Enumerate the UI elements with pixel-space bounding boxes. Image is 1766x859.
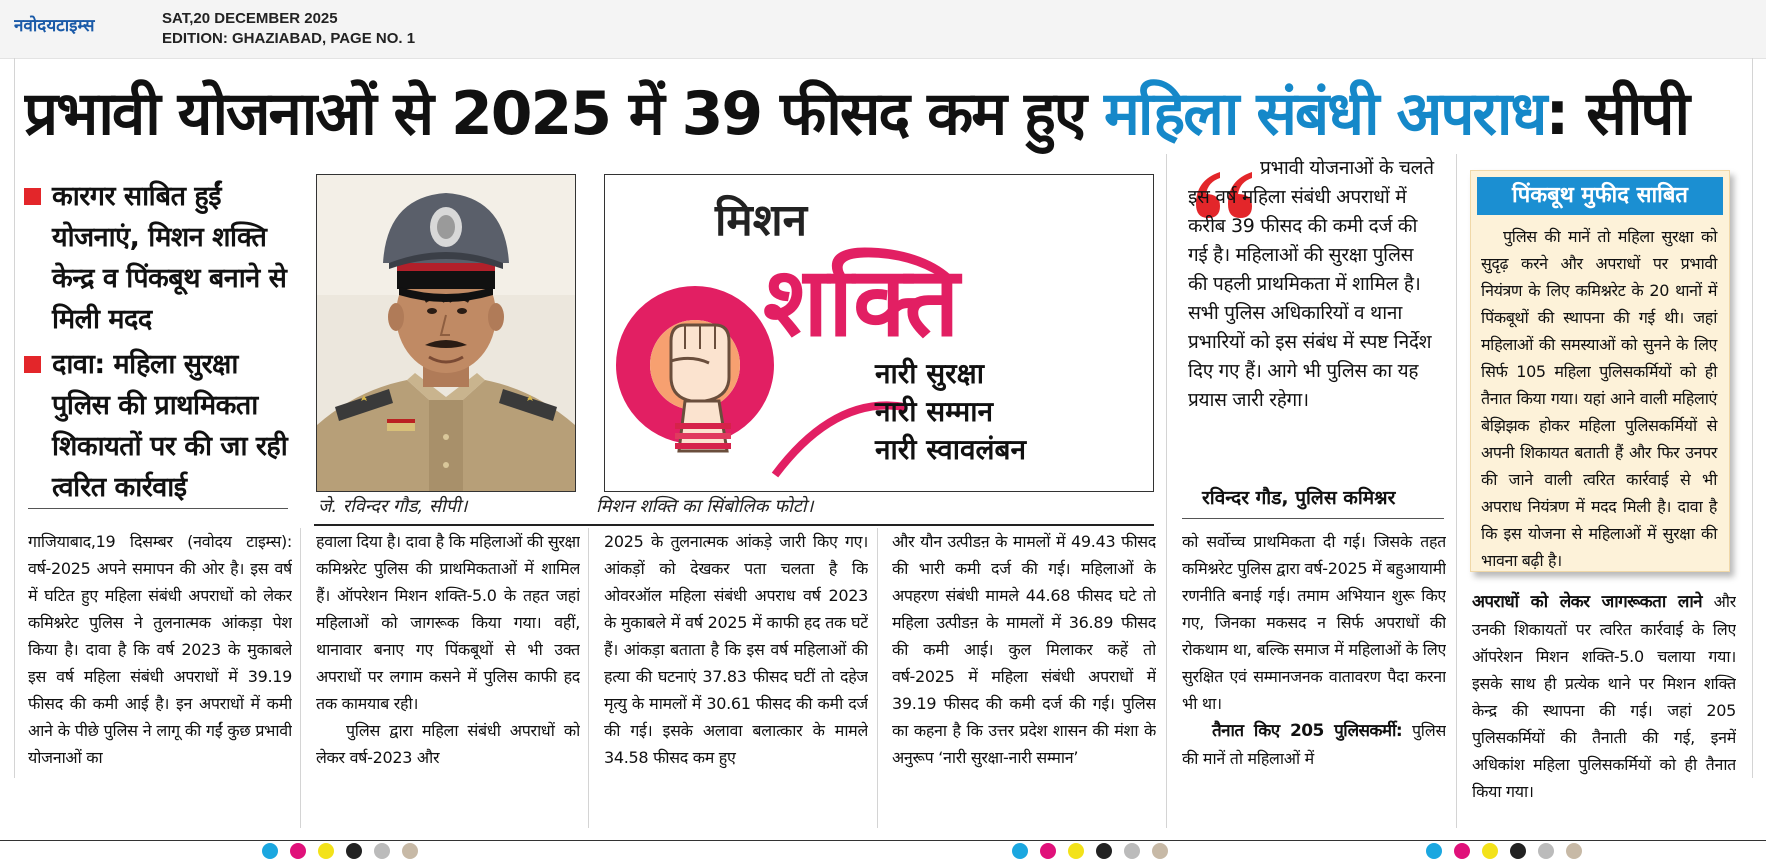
registration-dot-icon: [402, 843, 418, 859]
subsection-lead: तैनात किए 205 पुलिसकर्मी:: [1212, 721, 1403, 741]
registration-dot-icon: [346, 843, 362, 859]
raised-fist-icon: [671, 325, 731, 451]
masthead-bar: [0, 0, 1766, 59]
registration-dot-icon: [1096, 843, 1112, 859]
print-registration-strip: [0, 840, 1766, 854]
logo-tagline-1: नारी सुरक्षा: [875, 357, 984, 390]
edition-date: SAT,20 DECEMBER 2025: [162, 10, 338, 27]
quote-attribution: रविन्दर गौड, पुलिस कमिश्नर: [1202, 487, 1396, 509]
logo-text: नवोदयटाइम्स: [14, 16, 95, 36]
article-top-rule: [314, 524, 1154, 526]
page-right-rule: [1752, 58, 1753, 778]
sidebar-box: [1470, 170, 1730, 572]
article-column-2: [316, 528, 580, 828]
article-column-5-text: को सर्वोच्च प्राथमिकता दी गई। जिसके तहत कमिश्नरेट पुलिस द्वारा वर्ष-2025 में बहुआयामी रणनीति बनाई गई। तमाम अभियान शुरू किए गए, जिनका मकसद न सिर्फ अपराधों की रोकथाम था, बल्कि समाज में महिलाओं के लिए सुरक्षित एवं सम्मानजनक वातावरण पैदा करना भी था।: [1182, 532, 1446, 713]
registration-dot-icon: [290, 843, 306, 859]
registration-dot-icon: [1454, 843, 1470, 859]
subsection-text: पुलिस की मानें तो महिलाओं में: [1182, 721, 1446, 768]
article-column-5: [1182, 528, 1446, 828]
newspaper-logo[interactable]: [14, 10, 142, 36]
subhead-2: [24, 344, 292, 508]
officer-photo[interactable]: [316, 174, 576, 492]
logo-caption: मिशन शक्ति का सिंबोलिक फोटो।: [596, 496, 814, 517]
quote-box: [1188, 154, 1434, 415]
subhead-1-text: कारगर साबित हुईं योजनाएं, मिशन शक्ति केन्द्र व पिंकबूथ बनाने से मिली मदद: [52, 181, 287, 335]
registration-dot-icon: [1566, 843, 1582, 859]
registration-dot-icon: [318, 843, 334, 859]
quote-bottom-rule: [1182, 518, 1444, 519]
officer-illustration: [317, 175, 575, 491]
article-column-2-text: हवाला दिया है। दावा है कि महिलाओं की सुरक्षा कमिश्नरेट पुलिस की प्राथमिकताओं में शामिल हैं। ऑपरेशन मिशन शक्ति-5.0 के तहत जहां महिलाओं को जागरूक किया गया। वहीं, थानावार बनाए गए पिंकबूथों से भी उक्त अपराधों पर लगाम कसने में पुलिस काफी हद तक कामयाब रही।: [316, 532, 580, 713]
registration-dot-icon: [1012, 843, 1028, 859]
subheads: [24, 176, 292, 508]
article-column-1: गाजियाबाद,19 दिसम्बर (नवोदय टाइम्स): वर्ष-2025 अपने समापन की ओर है। इस वर्ष में घटित हुए महिला संबंधी अपराधों को लेकर कमिश्नरेट पुलिस ने तुलनात्मक आंकड़ा पेश किया है। दावा है कि वर्ष 2023 के मुकाबले इस वर्ष महिला संबंधी अपराधों में 39.19 फीसद की कमी आई है। इन अपराधों में कमी आने के पीछे पुलिस ने लागू की गईं कुछ प्रभावी योजनाओं का: [28, 532, 292, 767]
photo-caption: जे. रविन्दर गौड, सीपी।: [318, 496, 468, 517]
registration-dot-icon: [1040, 843, 1056, 859]
mission-shakti-image[interactable]: [604, 174, 1154, 492]
registration-dot-icon: [1068, 843, 1084, 859]
subhead-1: [24, 176, 292, 340]
article-column-6: [1472, 588, 1736, 828]
logo-tagline-2: नारी सम्मान: [875, 395, 994, 428]
column-separator: [300, 528, 301, 828]
column-separator: [588, 528, 589, 828]
red-square-bullet-icon: [24, 356, 41, 373]
column-separator: [1166, 154, 1167, 828]
logo-tagline-3: नारी स्वावलंबन: [875, 433, 1027, 466]
subhead-bottom-rule: [28, 508, 288, 509]
headline-highlight: महिला संबंधी अपराध: [1103, 79, 1546, 149]
registration-dot-icon: [374, 843, 390, 859]
mission-shakti-illustration: [605, 175, 1153, 491]
registration-dot-icon: [1426, 843, 1442, 859]
article-column-3: 2025 के तुलनात्मक आंकड़े जारी किए गए। आंकड़ों को देखकर पता चलता है कि ओवरऑल महिला संबंधी अपराध वर्ष 2023 के मुकाबले में वर्ष 2025 में काफी हद तक घटें हैं। आंकड़ा बताता है कि इस वर्ष महिलाओं की हत्या की घटनाएं 37.83 फीसद घटीं तो दहेज मृत्यु के मामलों में 30.61 फीसद की कमी दर्ज की गई। इसके अलावा बलात्कार के मामले 34.58 फीसद कम हुए: [604, 532, 868, 767]
column-separator: [1456, 154, 1457, 828]
article-column-4: और यौन उत्पीडऩ के मामलों में 49.43 फीसद की भारी कमी दर्ज की गई। महिलाओं के अपहरण संबंधी मामले 44.68 फीसद घटे तो महिला उत्पीडऩ के मामलों में 36.89 फीसद की कमी आई। कुल मिलाकर कहें तो वर्ष-2025 में महिला संबंधी अपराधों में 39.19 फीसद की कमी दर्ज की गई। पुलिस का कहना है कि उत्तर प्रदेश शासन की मंशा के अनुरूप ‘नारी सुरक्षा-नारी सम्मान’: [892, 532, 1156, 767]
subhead-2-text: दावा: महिला सुरक्षा पुलिस की प्राथमिकता शिकायतों पर की जा रही त्वरित कार्रवाई: [52, 349, 288, 503]
logo-title-main: शक्ति: [763, 246, 960, 358]
red-square-bullet-icon: [24, 188, 41, 205]
registration-dot-icon: [1482, 843, 1498, 859]
sidebar-text: पुलिस की मानें तो महिला सुरक्षा को सुदृढ़ करने और अपराधों पर प्रभावी नियंत्रण के लिए कमिश्नरेट के 20 थानों में पिंकबूथों की स्थापना की गई थी। जहां महिलाओं की समस्याओं को सुनने के लिए सिर्फ 105 महिला पुलिसकर्मियों को ही तैनात किया गया। यहां आने वाली महिलाएं बेझिझक होकर महिला पुलिसकर्मियों से अपनी शिकायत बताती हैं और फिर उनपर की जाने वाली त्वरित कार्रवाई से भी अपराध नियंत्रण में मदद मिली है। दावा है कि इस योजना से महिलाओं में सुरक्षा की भावना बढ़ी है।: [1481, 227, 1717, 570]
article-column-2-para: पुलिस द्वारा महिला संबंधी अपराधों को लेकर वर्ष-2023 और: [316, 721, 580, 767]
logo-title-top: मिशन: [715, 195, 808, 246]
sidebar-title: पिंकबूथ मुफीद साबित: [1477, 177, 1723, 215]
registration-dot-icon: [1538, 843, 1554, 859]
headline-part2: : सीपी: [1545, 79, 1688, 149]
headline: [24, 60, 1744, 168]
registration-dot-icon: [1124, 843, 1140, 859]
quote-text: प्रभावी योजनाओं के चलते इस वर्ष महिला संबंधी अपराधों में करीब 39 फीसद की कमी दर्ज की गई है। महिलाओं की सुरक्षा पुलिस की पहली प्राथमिकता में शामिल है। सभी पुलिस अधिकारियों व थाना प्रभारियों को इस संबंध में स्पष्ट निर्देश दिए गए हैं। आगे भी पुलिस का यह प्रयास जारी रहेगा।: [1188, 157, 1434, 411]
column-6-lead: अपराधों को लेकर जागरूकता लाने: [1472, 592, 1702, 612]
column-separator: [877, 528, 878, 828]
registration-dot-icon: [1152, 843, 1168, 859]
newspaper-page: [0, 58, 1766, 853]
page-left-rule: [14, 58, 15, 778]
column-6-text: और उनकी शिकायतों पर त्वरित कार्रवाई के लिए ऑपरेशन मिशन शक्ति-5.0 चलाया गया। इसके साथ ही प्रत्येक थाने पर मिशन शक्ति केन्द्र की स्थापना की गई। जहां 205 पुलिसकर्मियों की तैनाती की गई, इनमें अधिकांश महिला पुलिसकर्मियों को ही तैनात किया गया।: [1472, 592, 1736, 801]
headline-part1: प्रभावी योजनाओं से 2025 में 39 फीसद कम हुए: [24, 79, 1104, 149]
article-column-5-para: [1182, 717, 1446, 772]
registration-dot-icon: [262, 843, 278, 859]
registration-dot-icon: [1510, 843, 1526, 859]
edition-info: EDITION: GHAZIABAD, PAGE NO. 1: [162, 30, 416, 47]
